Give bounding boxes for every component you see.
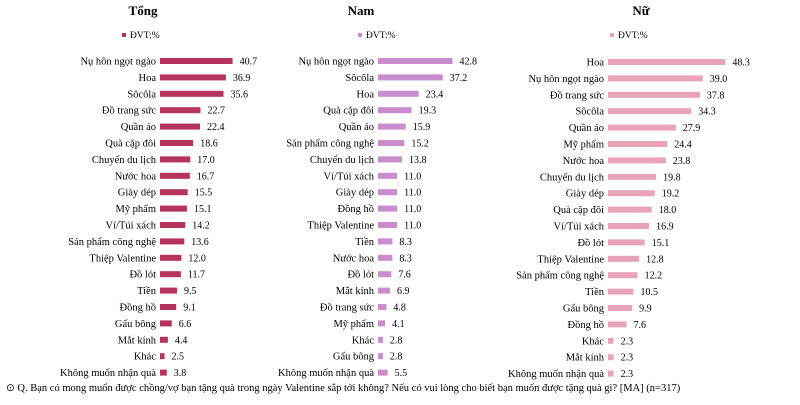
chart-title: Nữ xyxy=(632,3,650,18)
chart-title: Nam xyxy=(347,3,375,18)
value-label: 16.9 xyxy=(656,221,674,233)
bar xyxy=(378,74,443,80)
bar xyxy=(378,156,402,162)
category-label: Chuyến du lịch xyxy=(91,154,156,166)
footnote: ⊙ Q. Bạn có mong muốn được chồng/vợ bạn tặng quà trong ngày Valentine sắp tới không? Nếu có vui lòng cho biết bạn muốn được tặng quà gì? [MA] (n=317) xyxy=(6,383,681,394)
category-label: Gấu bông xyxy=(332,351,374,363)
bar xyxy=(378,206,397,212)
value-label: 42.8 xyxy=(459,56,477,68)
bar xyxy=(160,124,200,130)
bar xyxy=(160,288,177,294)
category-label: Ví/Túi xách xyxy=(553,221,604,233)
value-label: 2.3 xyxy=(620,352,634,364)
chart-panel-2 xyxy=(278,3,477,379)
bar xyxy=(160,156,190,162)
category-label: Khác xyxy=(351,335,374,347)
value-label: 11.7 xyxy=(187,269,206,281)
bar xyxy=(378,337,383,343)
category-label: Sản phẩm công nghệ xyxy=(68,236,156,248)
bar xyxy=(160,320,172,326)
value-label: 23.8 xyxy=(672,155,691,167)
value-label: 9.1 xyxy=(183,302,196,314)
category-label: Ví/Túi xách xyxy=(323,171,374,183)
category-label: Gấu bông xyxy=(114,318,156,330)
value-label: 9.5 xyxy=(184,286,197,298)
bar xyxy=(160,189,188,195)
value-label: 48.3 xyxy=(732,57,750,69)
bar xyxy=(378,124,406,130)
bar xyxy=(608,108,691,114)
value-label: 19.3 xyxy=(418,105,437,117)
chart-panel-3 xyxy=(508,3,750,380)
bar xyxy=(608,92,700,98)
bar xyxy=(160,337,168,343)
value-label: 15.2 xyxy=(411,138,429,150)
bar xyxy=(608,321,627,327)
bar xyxy=(378,58,453,64)
legend-swatch xyxy=(610,33,614,37)
category-label: Thiệp Valentine xyxy=(307,220,374,232)
category-label: Mắt kính xyxy=(335,286,374,298)
category-label: Tiền xyxy=(585,287,604,299)
bar xyxy=(608,174,656,180)
value-label: 12.0 xyxy=(188,253,206,265)
value-label: 11.0 xyxy=(404,204,422,216)
value-label: 7.6 xyxy=(633,319,646,331)
value-label: 13.8 xyxy=(409,154,427,166)
category-label: Mắt kính xyxy=(565,352,604,364)
value-label: 15.5 xyxy=(194,187,213,199)
category-label: Khác xyxy=(581,336,604,348)
bar xyxy=(160,271,181,277)
value-label: 35.6 xyxy=(230,89,248,101)
category-label: Mắt kính xyxy=(117,335,156,347)
bar xyxy=(378,271,391,277)
bar xyxy=(378,238,392,244)
bar xyxy=(608,305,632,311)
value-label: 2.3 xyxy=(620,369,634,381)
bar xyxy=(160,58,233,64)
value-label: 15.1 xyxy=(194,204,212,216)
category-label: Giày dép xyxy=(117,187,156,199)
category-label: Đồng hồ xyxy=(337,204,374,216)
legend-swatch xyxy=(358,33,362,37)
category-label: Nụ hôn ngọt ngào xyxy=(528,73,604,85)
bar xyxy=(608,371,614,377)
bar xyxy=(378,222,397,228)
bar xyxy=(378,288,390,294)
bar xyxy=(608,223,649,229)
category-label: Đồng hồ xyxy=(119,302,156,314)
value-label: 9.9 xyxy=(639,303,652,315)
value-label: 14.2 xyxy=(192,220,210,232)
category-label: Không muốn nhận quà xyxy=(60,368,156,380)
value-label: 34.3 xyxy=(698,106,716,118)
bar xyxy=(608,272,638,278)
bar xyxy=(160,238,184,244)
value-label: 6.6 xyxy=(178,318,192,330)
category-label: Chuyến du lịch xyxy=(309,154,374,166)
value-label: 37.2 xyxy=(449,72,468,84)
bar xyxy=(378,370,388,376)
category-label: Thiệp Valentine xyxy=(537,254,604,266)
bar xyxy=(608,59,725,65)
value-label: 4.8 xyxy=(393,302,406,314)
category-label: Mỹ phẩm xyxy=(115,204,156,216)
category-label: Quà cặp đôi xyxy=(323,105,374,117)
bar xyxy=(378,140,404,146)
category-label: Quà cặp đôi xyxy=(105,138,156,150)
value-label: 10.5 xyxy=(640,287,658,299)
value-label: 22.4 xyxy=(207,122,225,134)
chart-panel-1 xyxy=(60,3,257,379)
category-label: Không muốn nhận quà xyxy=(508,369,604,381)
legend-label: ĐVT:% xyxy=(130,31,160,41)
value-label: 18.0 xyxy=(658,205,677,217)
value-label: 15.9 xyxy=(412,122,431,134)
bar xyxy=(608,190,655,196)
category-label: Quần áo xyxy=(568,123,604,135)
value-label: 4.1 xyxy=(392,318,405,330)
category-label: Giày dép xyxy=(335,187,374,199)
bar xyxy=(378,173,397,179)
category-label: Quà cặp đôi xyxy=(553,205,604,217)
value-label: 15.1 xyxy=(651,237,670,249)
category-label: Không muốn nhận quà xyxy=(278,368,374,380)
category-label: Nụ hôn ngọt ngào xyxy=(80,56,156,68)
category-label: Khác xyxy=(133,351,156,363)
category-label: Nụ hôn ngọt ngào xyxy=(298,56,374,68)
value-label: 3.8 xyxy=(173,368,187,380)
category-label: Chuyến du lịch xyxy=(539,172,604,184)
bar xyxy=(378,91,419,97)
bar xyxy=(160,107,201,113)
value-label: 36.9 xyxy=(232,72,251,84)
bar xyxy=(608,125,676,131)
value-label: 2.8 xyxy=(389,351,403,363)
category-label: Nước hoa xyxy=(114,171,156,183)
bar xyxy=(160,91,224,97)
bar xyxy=(378,320,385,326)
value-label: 24.4 xyxy=(674,139,692,151)
bar xyxy=(160,255,181,261)
category-label: Giày dép xyxy=(565,188,604,200)
bar xyxy=(378,255,392,261)
value-label: 18.6 xyxy=(200,138,218,150)
value-label: 16.7 xyxy=(196,171,215,183)
category-label: Đồ trang sức xyxy=(101,105,156,117)
value-label: 2.3 xyxy=(620,336,634,348)
category-label: Đồ trang sức xyxy=(549,90,604,102)
category-label: Hoa xyxy=(356,89,374,101)
category-label: Tiền xyxy=(137,286,156,298)
bar xyxy=(378,304,386,310)
value-label: 7.6 xyxy=(398,269,411,281)
category-label: Thiệp Valentine xyxy=(89,253,156,265)
bar xyxy=(160,74,226,80)
value-label: 11.0 xyxy=(404,187,422,199)
value-label: 11.0 xyxy=(404,220,422,232)
value-label: 13.6 xyxy=(191,236,209,248)
bar xyxy=(160,304,176,310)
value-label: 39.0 xyxy=(709,73,728,85)
category-label: Sôcôla xyxy=(345,72,374,84)
bar xyxy=(608,256,639,262)
value-label: 40.7 xyxy=(239,56,258,68)
value-label: 8.3 xyxy=(399,253,412,265)
value-label: 19.8 xyxy=(663,172,681,184)
value-label: 8.3 xyxy=(399,236,412,248)
value-label: 12.8 xyxy=(646,254,664,266)
bar xyxy=(160,140,193,146)
legend-label: ĐVT:% xyxy=(618,31,648,41)
bar xyxy=(608,157,666,163)
category-label: Đồ lót xyxy=(129,269,156,281)
value-label: 5.5 xyxy=(394,368,408,380)
category-label: Tiền xyxy=(355,236,374,248)
chart-title: Tổng xyxy=(128,3,158,18)
value-label: 27.9 xyxy=(682,123,701,135)
bar xyxy=(608,289,634,295)
category-label: Hoa xyxy=(586,57,604,69)
category-label: Sản phẩm công nghệ xyxy=(286,138,374,150)
bar xyxy=(378,107,412,113)
category-label: Quần áo xyxy=(120,122,156,134)
value-label: 37.8 xyxy=(706,90,725,102)
category-label: Ví/Túi xách xyxy=(105,220,156,232)
category-label: Đồ lót xyxy=(347,269,374,281)
category-label: Mỹ phẩm xyxy=(333,318,374,330)
category-label: Sôcôla xyxy=(575,106,604,118)
category-label: Gấu bông xyxy=(562,303,604,315)
bar xyxy=(378,353,383,359)
value-label: 12.2 xyxy=(644,270,663,282)
value-label: 22.7 xyxy=(207,105,225,117)
value-label: 19.2 xyxy=(661,188,680,200)
category-label: Sôcôla xyxy=(127,89,156,101)
legend-swatch xyxy=(122,33,126,37)
legend-label: ĐVT:% xyxy=(366,31,396,41)
category-label: Hoa xyxy=(138,72,156,84)
bar xyxy=(160,353,165,359)
bar xyxy=(378,189,397,195)
bar xyxy=(608,141,667,147)
category-label: Sản phẩm công nghệ xyxy=(516,270,604,282)
category-label: Nước hoa xyxy=(562,155,604,167)
category-label: Nước hoa xyxy=(332,253,374,265)
bar xyxy=(608,207,652,213)
category-label: Đồ trang sức xyxy=(319,302,374,314)
value-label: 23.4 xyxy=(425,89,444,101)
value-label: 2.8 xyxy=(389,335,403,347)
bar xyxy=(608,354,614,360)
value-label: 11.0 xyxy=(404,171,422,183)
bar xyxy=(608,338,614,344)
value-label: 6.9 xyxy=(397,286,410,298)
bar xyxy=(160,222,185,228)
bar xyxy=(608,75,703,81)
category-label: Đồng hồ xyxy=(567,319,604,331)
category-label: Đồ lót xyxy=(577,237,604,249)
bar xyxy=(160,370,167,376)
bar xyxy=(608,239,645,245)
value-label: 2.5 xyxy=(171,351,184,363)
bar xyxy=(160,206,187,212)
category-label: Quần áo xyxy=(338,122,374,134)
value-label: 17.0 xyxy=(197,154,215,166)
category-label: Mỹ phẩm xyxy=(563,139,604,151)
bar xyxy=(160,173,190,179)
value-label: 4.4 xyxy=(174,335,188,347)
